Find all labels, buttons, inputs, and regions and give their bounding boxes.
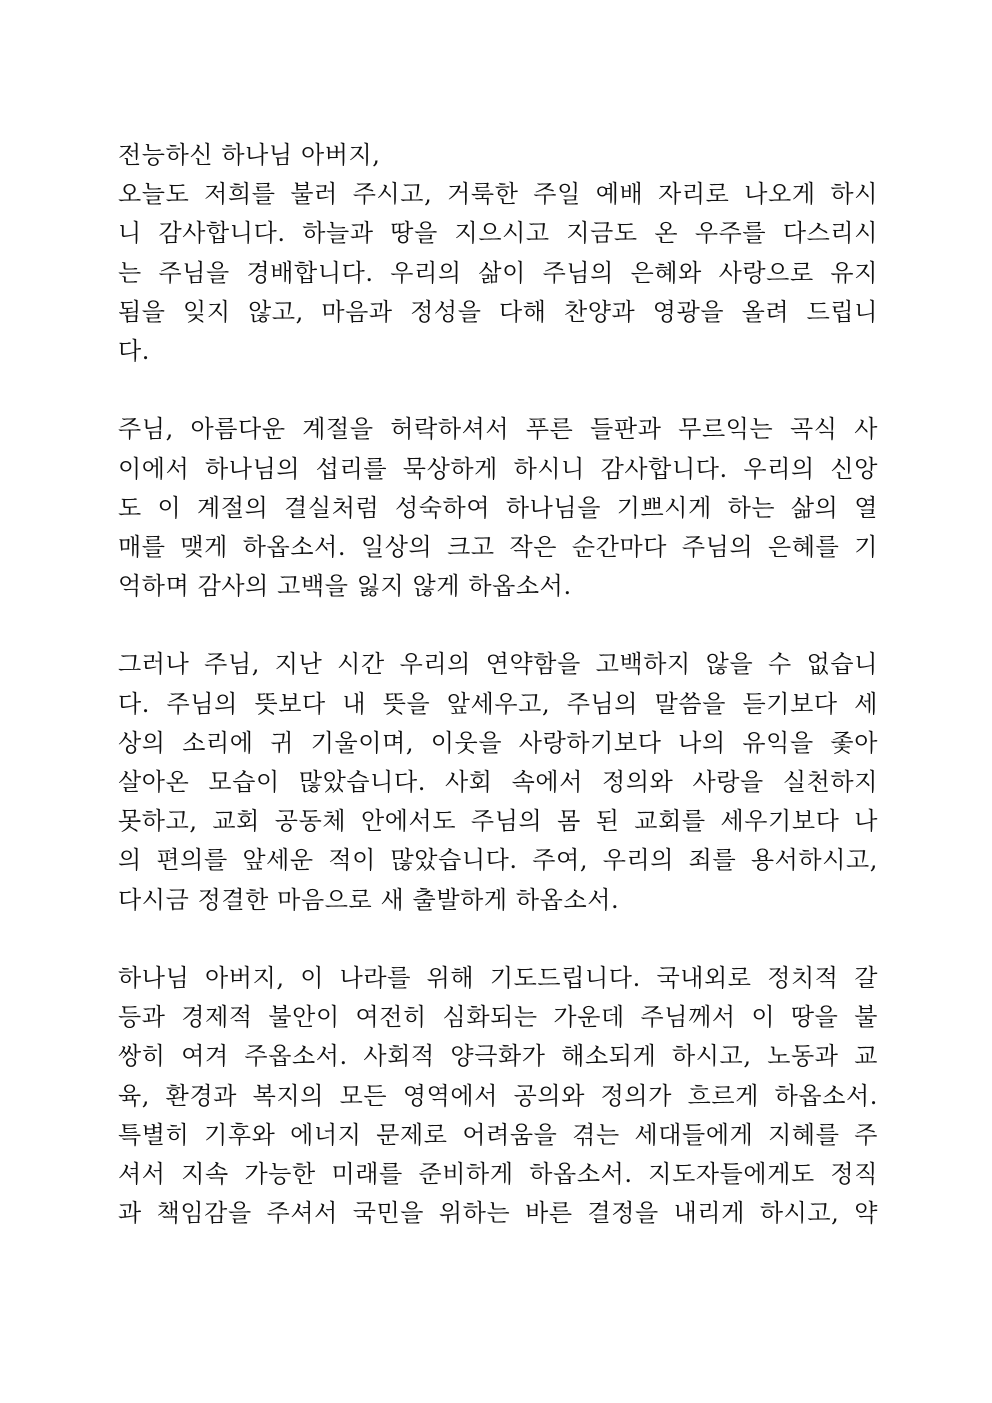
text-line: 도 이 계절의 결실처럼 성숙하여 하나님을 기쁘시게 하는 삶의 열: [118, 493, 878, 522]
paragraph-gap: [118, 606, 878, 645]
text-line: 됨을 잊지 않고, 마음과 정성을 다해 찬양과 영광을 올려 드립니: [118, 297, 878, 326]
paragraph-thanksgiving: [118, 410, 878, 606]
text-line: 다.: [118, 336, 151, 365]
prayer-text: [118, 136, 878, 1233]
text-line: 상의 소리에 귀 기울이며, 이웃을 사랑하기보다 나의 유익을 좇아: [118, 728, 878, 757]
text-line: 특별히 기후와 에너지 문제로 어려움을 겪는 세대들에게 지혜를 주: [118, 1120, 878, 1149]
paragraph-gap: [118, 920, 878, 959]
text-line: 등과 경제적 불안이 여전히 심화되는 가운데 주님께서 이 땅을 불: [118, 1003, 878, 1032]
text-line: 쌍히 여겨 주옵소서. 사회적 양극화가 해소되게 하시고, 노동과 교: [118, 1042, 878, 1071]
text-line: 과 책임감을 주셔서 국민을 위하는 바른 결정을 내리게 하시고, 약: [118, 1199, 878, 1228]
text-line: 의 편의를 앞세운 적이 많았습니다. 주여, 우리의 죄를 용서하시고,: [118, 846, 878, 875]
text-line: 다. 주님의 뜻보다 내 뜻을 앞세우고, 주님의 말씀을 듣기보다 세: [118, 689, 878, 718]
text-line: 육, 환경과 복지의 모든 영역에서 공의와 정의가 흐르게 하옵소서.: [118, 1081, 878, 1110]
text-line: 그러나 주님, 지난 시간 우리의 연약함을 고백하지 않을 수 없습니: [118, 650, 878, 679]
text-line: 억하며 감사의 고백을 잃지 않게 하옵소서.: [118, 572, 572, 601]
text-line: 다시금 정결한 마음으로 새 출발하게 하옵소서.: [118, 885, 620, 914]
text-line: 매를 맺게 하옵소서. 일상의 크고 작은 순간마다 주님의 은혜를 기: [118, 532, 878, 561]
text-line: 주님, 아름다운 계절을 허락하셔서 푸른 들판과 무르익는 곡식 사: [118, 415, 878, 444]
text-line: 이에서 하나님의 섭리를 묵상하게 하시니 감사합니다. 우리의 신앙: [118, 454, 878, 483]
text-line: 니 감사합니다. 하늘과 땅을 지으시고 지금도 온 우주를 다스리시: [118, 219, 878, 248]
text-line: 못하고, 교회 공동체 안에서도 주님의 몸 된 교회를 세우기보다 나: [118, 807, 878, 836]
text-line: 오늘도 저희를 불러 주시고, 거룩한 주일 예배 자리로 나오게 하시: [118, 180, 878, 209]
paragraph-nation: [118, 959, 878, 1233]
text-line: 살아온 모습이 많았습니다. 사회 속에서 정의와 사랑을 실천하지: [118, 768, 878, 796]
paragraph-gap: [118, 371, 878, 410]
text-line: 하나님 아버지, 이 나라를 위해 기도드립니다. 국내외로 정치적 갈: [118, 963, 878, 992]
text-line: 는 주님을 경배합니다. 우리의 삶이 주님의 은혜와 사랑으로 유지: [118, 258, 878, 287]
text-line: 셔서 지속 가능한 미래를 준비하게 하옵소서. 지도자들에게도 정직: [118, 1159, 878, 1188]
text-line: 전능하신 하나님 아버지,: [118, 141, 381, 169]
paragraph-opening: [118, 136, 878, 371]
paragraph-confession: [118, 645, 878, 919]
